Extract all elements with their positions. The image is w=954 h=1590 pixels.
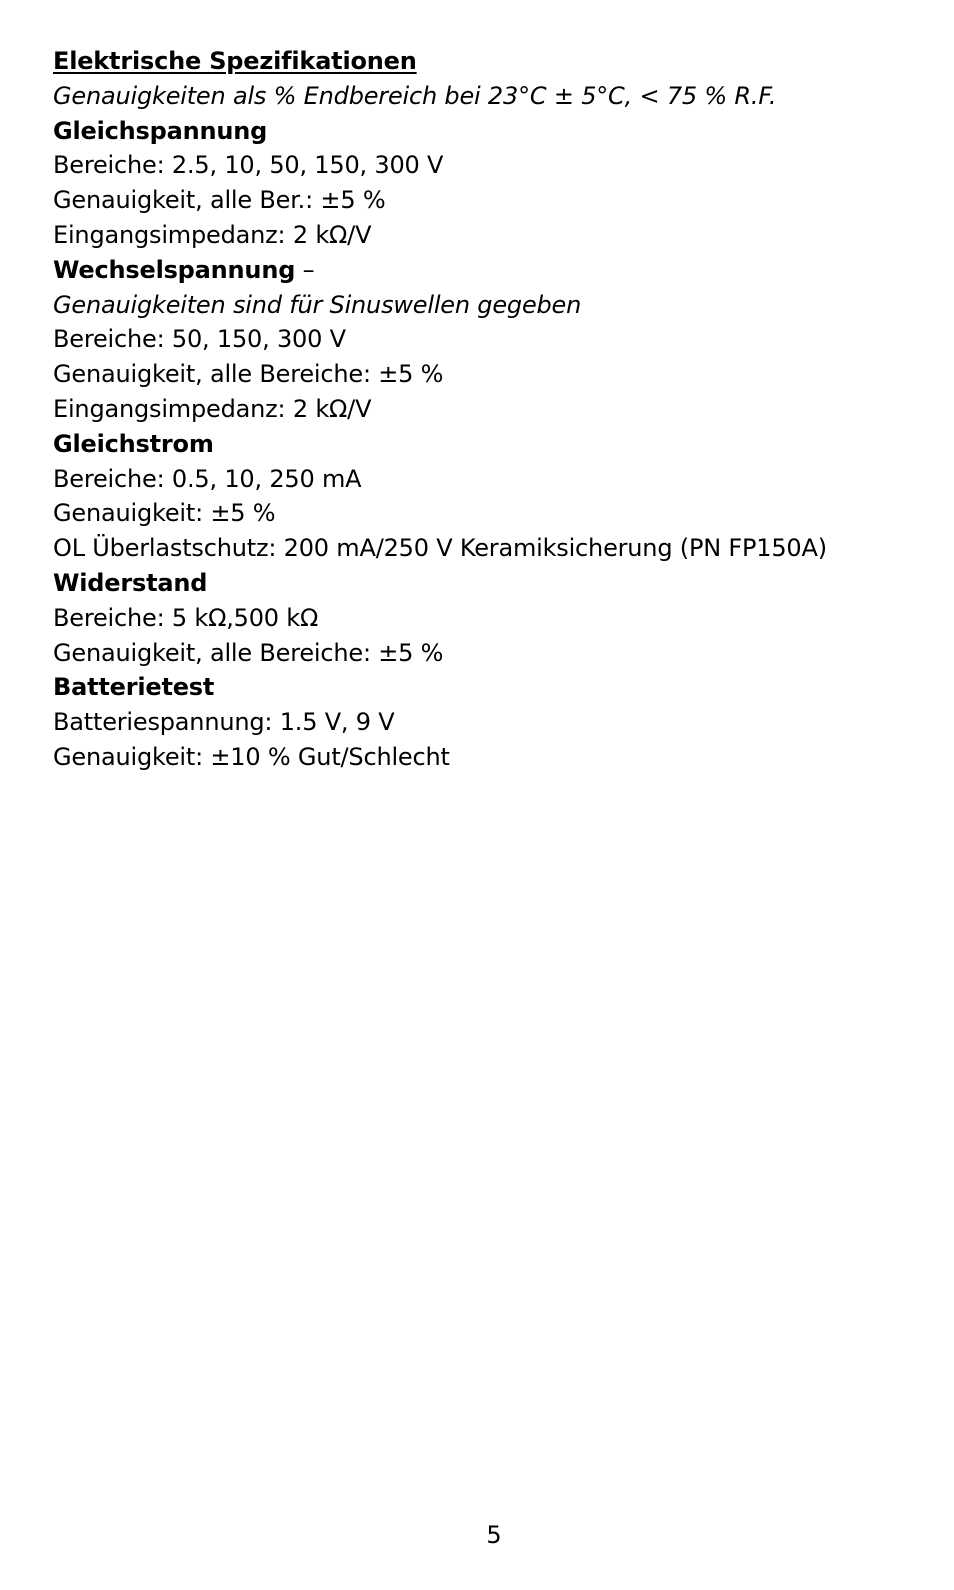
- resistance-heading: Widerstand: [53, 568, 208, 597]
- dc-voltage-heading: Gleichspannung: [53, 116, 268, 145]
- battery-test-voltage: Batteriespannung: 1.5 V, 9 V: [53, 708, 395, 737]
- accuracy-note: Genauigkeiten als % Endbereich bei 23°C ± 5°C, < 75 % R.F.: [53, 81, 777, 110]
- spec-content: [53, 44, 933, 775]
- battery-test-heading: Batterietest: [53, 673, 215, 702]
- battery-test-accuracy: Genauigkeit: ±10 % Gut/Schlecht: [53, 742, 450, 771]
- ac-voltage-heading: Wechselspannung: [53, 255, 296, 284]
- dc-voltage-impedance: Eingangsimpedanz: 2 kΩ/V: [53, 220, 372, 249]
- dc-voltage-ranges: Bereiche: 2.5, 10, 50, 150, 300 V: [53, 151, 444, 180]
- resistance-ranges: Bereiche: 5 kΩ,500 kΩ: [53, 603, 319, 632]
- dc-voltage-accuracy: Genauigkeit, alle Ber.: ±5 %: [53, 186, 386, 215]
- dc-current-accuracy: Genauigkeit: ±5 %: [53, 499, 276, 528]
- ac-voltage-heading-line: [53, 253, 933, 288]
- page-number: 5: [486, 1521, 502, 1549]
- ac-voltage-impedance: Eingangsimpedanz: 2 kΩ/V: [53, 394, 372, 423]
- ac-voltage-accuracy: Genauigkeit, alle Bereiche: ±5 %: [53, 360, 444, 389]
- ac-voltage-dash: –: [295, 255, 315, 284]
- dc-current-protection: OL Überlastschutz: 200 mA/250 V Keramiksicherung (PN FP150A): [53, 534, 827, 563]
- dc-current-ranges: Bereiche: 0.5, 10, 250 mA: [53, 464, 362, 493]
- ac-voltage-ranges: Bereiche: 50, 150, 300 V: [53, 325, 346, 354]
- dc-current-heading: Gleichstrom: [53, 429, 214, 458]
- ac-voltage-note: Genauigkeiten sind für Sinuswellen gegeben: [53, 290, 582, 319]
- resistance-accuracy: Genauigkeit, alle Bereiche: ±5 %: [53, 638, 444, 667]
- section-title: Elektrische Spezifikationen: [53, 47, 417, 75]
